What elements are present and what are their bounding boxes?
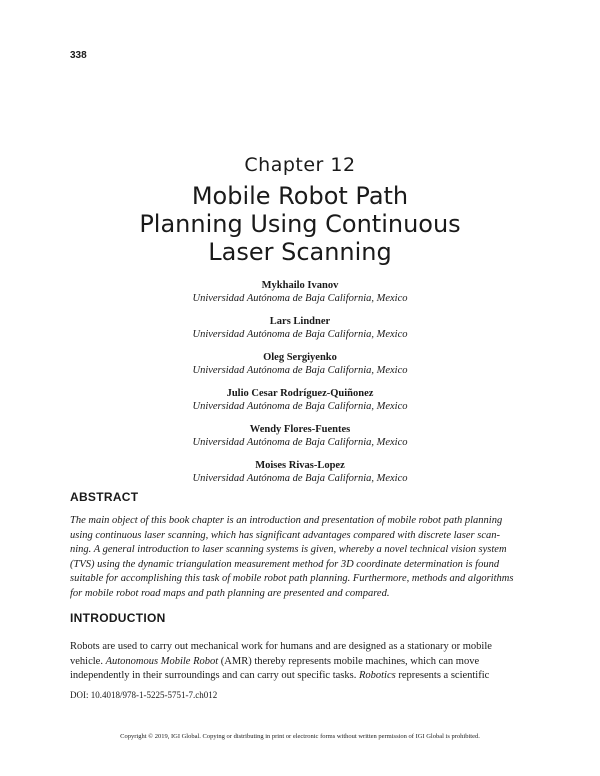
- abstract-heading: ABSTRACT: [70, 490, 139, 504]
- intro-text: independently in their surroundings and can carry out specific tasks.: [70, 670, 359, 682]
- abstract-line: ning. A general introduction to laser scanning systems is given, whereby a novel technical vision system: [70, 544, 507, 555]
- title-line: Mobile Robot Path: [191, 182, 409, 210]
- author-affiliation: Universidad Autónoma de Baja California, Mexico: [192, 329, 408, 340]
- author-name: Wendy Flores-Fuentes: [249, 424, 351, 435]
- author-affiliation: Universidad Autónoma de Baja California, Mexico: [192, 293, 408, 304]
- chapter-title: [60, 182, 540, 266]
- author-affiliation: Universidad Autónoma de Baja California, Mexico: [192, 473, 408, 484]
- author-affiliation: Universidad Autónoma de Baja California, Mexico: [192, 401, 408, 412]
- author-block: [0, 351, 600, 387]
- intro-line: [70, 669, 530, 684]
- intro-text: vehicle.: [70, 655, 106, 667]
- doi: DOI: 10.4018/978-1-5225-5751-7.ch012: [70, 690, 218, 700]
- author-block: [0, 423, 600, 459]
- intro-emphasis: Autonomous Mobile Robot: [105, 655, 219, 667]
- intro-line: [70, 655, 530, 670]
- author-block: [0, 315, 600, 351]
- introduction-heading: INTRODUCTION: [70, 611, 166, 625]
- intro-line: Robots are used to carry out mechanical work for humans and are designed as a stationary or mobile: [70, 641, 492, 652]
- author-affiliation: Universidad Autónoma de Baja California, Mexico: [192, 437, 408, 448]
- author-name: Lars Lindner: [269, 316, 331, 327]
- abstract-line: suitable for accomplishing this task of mobile robot path planning. Furthermore, methods and algorithms: [70, 573, 514, 584]
- intro-emphasis: Robotics: [358, 670, 396, 682]
- introduction-text: [70, 640, 530, 684]
- chapter-label: Chapter 12: [244, 154, 356, 176]
- author-block: [0, 279, 600, 315]
- author-name: Julio Cesar Rodríguez-Quiñonez: [226, 388, 374, 399]
- author-name: Mykhailo Ivanov: [261, 280, 339, 291]
- author-affiliation: Universidad Autónoma de Baja California, Mexico: [192, 365, 408, 376]
- abstract-line: The main object of this book chapter is an introduction and presentation of mobile robot path planning: [70, 515, 503, 526]
- page-number: 338: [70, 50, 87, 61]
- title-line: Planning Using Continuous: [139, 210, 461, 238]
- copyright-notice: Copyright © 2019, IGI Global. Copying or distributing in print or electronic forms without written permission of IGI Global is prohibited.: [120, 733, 480, 740]
- abstract-text: [70, 514, 530, 601]
- intro-text: (AMR) thereby represents mobile machines, which can move: [218, 655, 480, 667]
- abstract-line: (TVS) using the dynamic triangulation measurement method for 3D coordinate determination is found: [70, 558, 500, 570]
- abstract-line: for mobile robot road maps and path planning are presented and compared.: [70, 587, 390, 599]
- author-list: [0, 279, 600, 495]
- author-block: [0, 387, 600, 423]
- author-name: Moises Rivas-Lopez: [255, 460, 345, 471]
- title-line: Laser Scanning: [208, 238, 392, 266]
- intro-text: represents a scientific: [395, 670, 490, 682]
- abstract-line: using continuous laser scanning, which has significant advantages compared with discrete laser scan-: [70, 529, 500, 541]
- author-name: Oleg Sergiyenko: [263, 352, 337, 363]
